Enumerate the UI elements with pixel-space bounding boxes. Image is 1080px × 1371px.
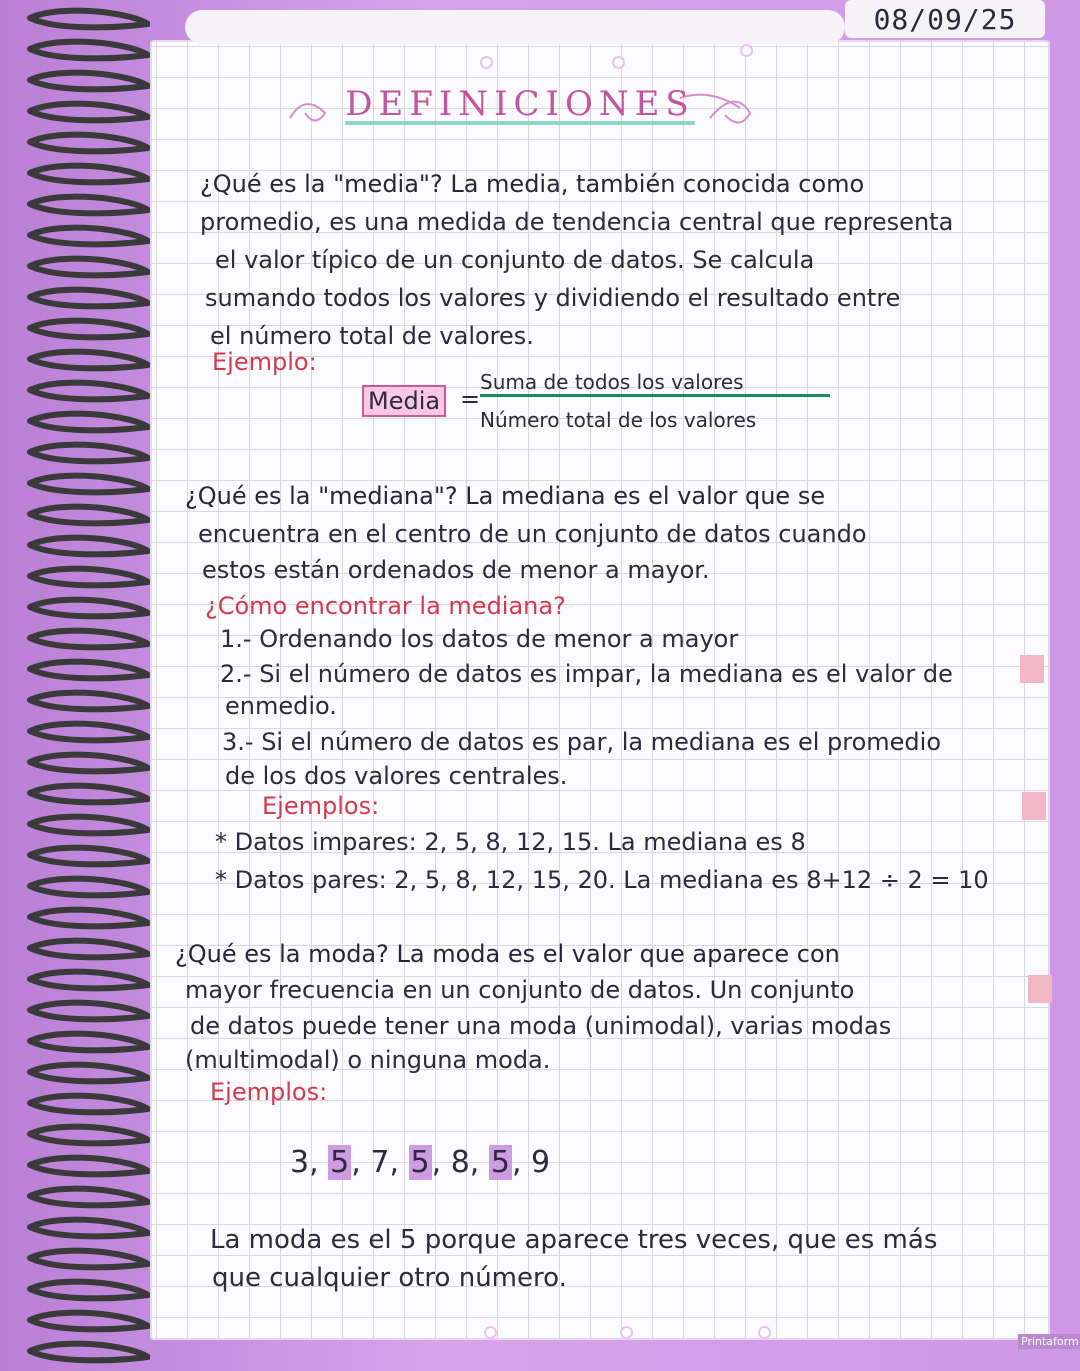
mediana-line-1: ¿Qué es la "mediana"? La mediana es el valor que se [185,482,826,510]
margin-mark [1022,792,1046,820]
media-line-3: el valor típico de un conjunto de datos. Se calcula [215,246,815,274]
moda-examples-label: Ejemplos: [210,1078,328,1106]
spiral-coil [30,538,148,555]
formula-denominator: Número total de los valores [480,408,757,432]
spiral-coil [30,600,148,617]
spiral-coil [30,1003,148,1020]
moda-sequence: 3, 5, 7, 5, 8, 5, 9 [290,1145,551,1180]
mediana-how-label: ¿Cómo encontrar la mediana? [205,592,566,620]
page-title: DEFINICIONES [345,84,695,124]
spiral-coil [30,1313,148,1330]
spiral-coil [30,414,148,431]
spiral-coil [30,1251,148,1268]
media-line-1: ¿Qué es la "media"? La media, también conocida como [200,170,865,198]
spiral-coil [30,228,148,245]
spiral-coil [30,73,148,90]
page-hole [620,1326,633,1339]
spiral-coil [30,972,148,989]
spiral-coil [30,42,148,59]
page-hole [758,1326,771,1339]
spiral-coil [30,135,148,152]
spiral-coil [30,631,148,648]
spiral-coil [30,1220,148,1237]
spiral-coil [30,817,148,834]
spiral-coil [30,662,148,679]
spiral-coil [30,11,148,28]
spiral-coil [30,569,148,586]
spiral-coil [30,755,148,772]
moda-conclusion-1: La moda es el 5 porque aparece tres veces, que es más [210,1225,938,1255]
spiral-coil [30,383,148,400]
title-area [280,78,760,148]
mediana-odd-example: * Datos impares: 2, 5, 8, 12, 15. La mediana es 8 [215,828,806,856]
seq-num: 7 [370,1145,390,1180]
spiral-coil [30,445,148,462]
spiral-binding [0,0,150,1371]
spiral-coil [30,1065,148,1082]
margin-mark [1020,655,1044,683]
seq-num-mode: 5 [490,1145,510,1180]
mediana-line-2: encuentra en el centro de un conjunto de datos cuando [198,520,867,548]
spiral-coil [30,507,148,524]
seq-num-mode: 5 [330,1145,350,1180]
seq-num: 3 [290,1145,310,1180]
spiral-coil [30,166,148,183]
spiral-coil [30,1189,148,1206]
media-example-label: Ejemplo: [212,348,317,376]
page-hole [740,44,753,57]
formula-numerator: Suma de todos los valores [480,370,830,397]
spiral-coil [30,197,148,214]
page-hole [480,56,493,69]
mediana-even-example: * Datos pares: 2, 5, 8, 12, 15, 20. La mediana es 8+12 ÷ 2 = 10 [215,866,989,894]
spiral-coil [30,1282,148,1299]
brand-logo: Printaform [1018,1334,1080,1349]
moda-line-1: ¿Qué es la moda? La moda es el valor que aparece con [175,940,840,968]
top-bar [185,10,845,44]
mediana-step-2: 2.- Si el número de datos es impar, la mediana es el valor de [220,660,953,688]
spiral-coil [30,1034,148,1051]
seq-num-mode: 5 [410,1145,430,1180]
moda-line-2: mayor frecuencia en un conjunto de datos. Un conjunto [185,976,855,1004]
margin-mark [1028,975,1052,1003]
seq-num: 8 [450,1145,470,1180]
spiral-coil [30,848,148,865]
mediana-step-1: 1.- Ordenando los datos de menor a mayor [220,625,739,653]
spiral-coil [30,941,148,958]
spiral-coil [30,786,148,803]
mediana-step-3: 3.- Si el número de datos es par, la mediana es el promedio [222,728,942,756]
spiral-coil [30,1096,148,1113]
page-hole [484,1326,497,1339]
moda-line-4: (multimodal) o ninguna moda. [185,1046,551,1074]
spiral-coil [30,259,148,276]
mediana-line-3: estos están ordenados de menor a mayor. [202,556,710,584]
moda-line-3: de datos puede tener una moda (unimodal), varias modas [190,1012,892,1040]
moda-conclusion-2: que cualquier otro número. [212,1263,567,1293]
spiral-coil [30,879,148,896]
seq-num: 9 [531,1145,551,1180]
page-hole [612,56,625,69]
formula-equals: = [460,385,481,413]
mediana-step-2b: enmedio. [225,692,337,720]
spiral-coil [30,910,148,927]
formula-media-box: Media [362,385,446,417]
date-label: 08/09/25 [845,0,1045,38]
mediana-step-3b: de los dos valores centrales. [225,762,568,790]
media-line-4: sumando todos los valores y dividiendo el resultado entre [205,284,901,312]
spiral-coil [30,476,148,493]
spiral-coil [30,724,148,741]
spiral-coil [30,1344,148,1361]
spiral-coil [30,321,148,338]
spiral-coil [30,104,148,121]
spiral-coil [30,693,148,710]
spiral-coil [30,352,148,369]
mediana-examples-label: Ejemplos: [262,792,380,820]
media-line-5: el número total de valores. [210,322,534,350]
media-line-2: promedio, es una medida de tendencia central que representa [200,208,954,236]
spiral-coil [30,1158,148,1175]
spiral-coil [30,290,148,307]
spiral-coil [30,1127,148,1144]
